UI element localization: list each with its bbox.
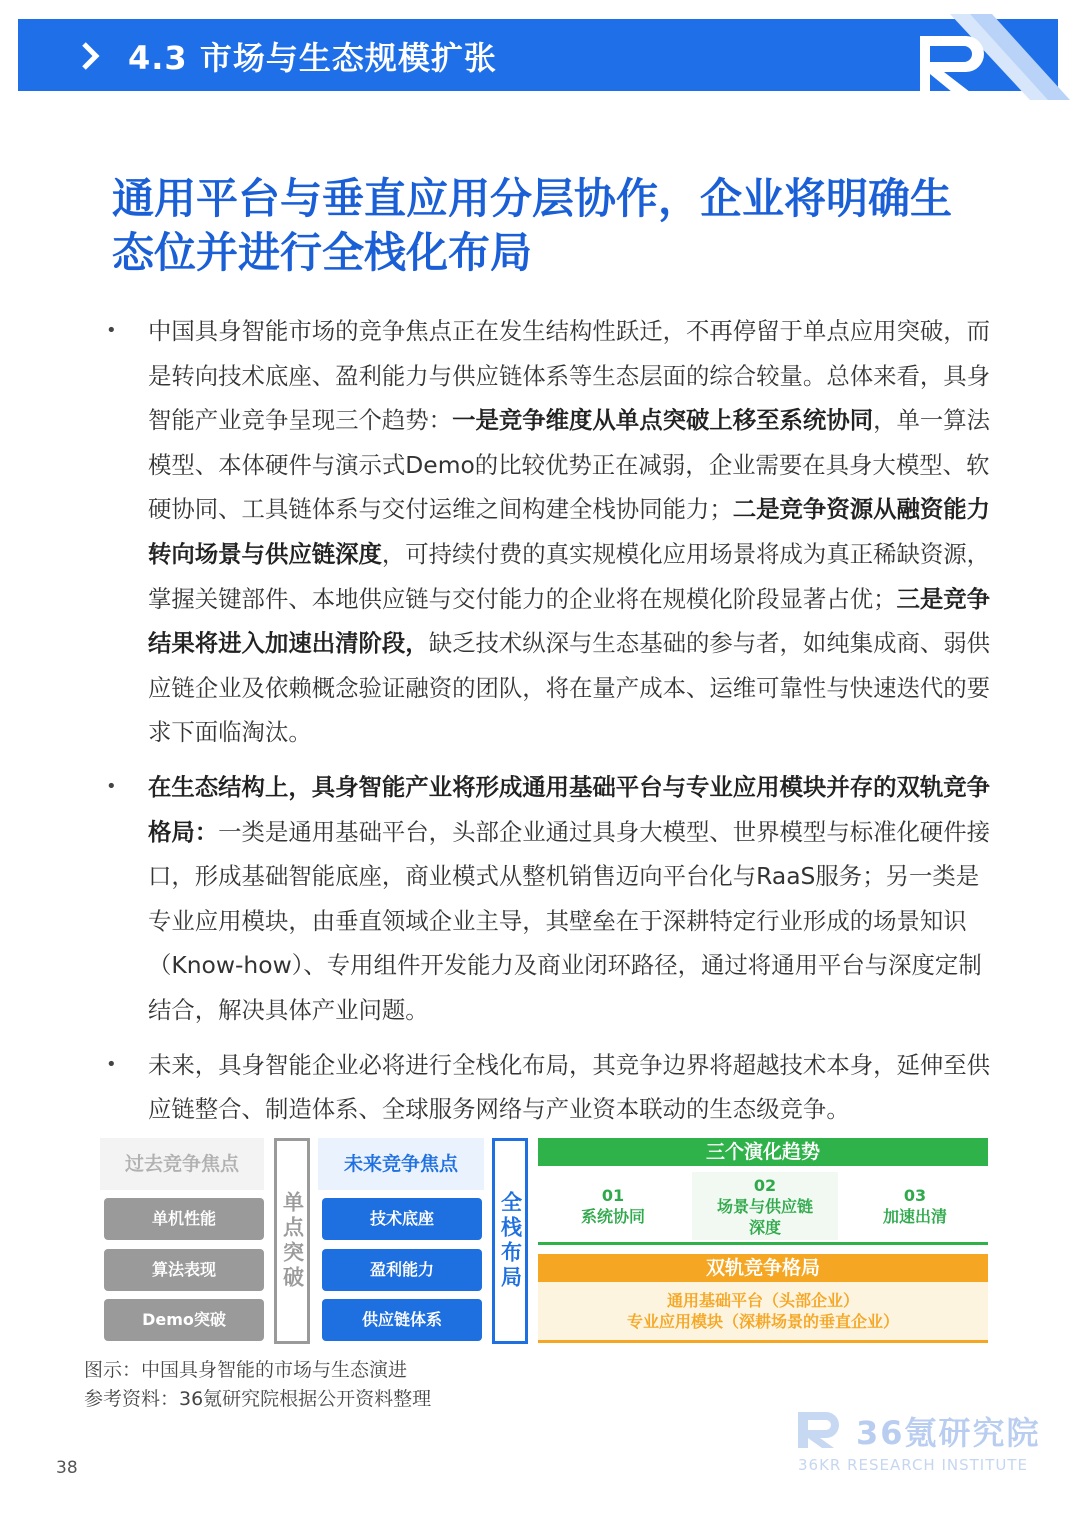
watermark-name: 36氪研究院 bbox=[856, 1414, 1041, 1452]
bullet-item-trends bbox=[100, 309, 1000, 755]
past-item-demo: Demo突破 bbox=[104, 1299, 264, 1341]
bullet-marker: • bbox=[106, 775, 117, 797]
future-item-supply-chain: 供应链体系 bbox=[322, 1299, 482, 1341]
bullet-marker: • bbox=[106, 320, 117, 341]
bullet-text: 一类是通用基础平台，头部企业通过具身大模型、世界模型与标准化硬件接口，形成基础智能底座，商业模式从整机销售迈向平台化与RaaS服务；另一类是专业应用模块，由垂直领域企业主导，其壁垒在于深耕特定行业形成的场景知识（Know-how）、专用组件开发能力及商业闭环路径，通过将通用平台与深度定制结合，解决具体产业问题。 bbox=[148, 817, 991, 1024]
trend-item-3 bbox=[842, 1172, 988, 1240]
past-item-standalone: 单机性能 bbox=[104, 1198, 264, 1240]
trend-number: 03 bbox=[903, 1186, 927, 1205]
watermark bbox=[796, 1404, 1041, 1484]
market-evolution-figure bbox=[96, 1136, 992, 1348]
bullet-item-ecosystem bbox=[100, 765, 1000, 1033]
figure-source: 参考资料：36氪研究院根据公开资料整理 bbox=[84, 1388, 432, 1410]
trend-label: 系统协同 bbox=[580, 1207, 645, 1226]
bullet-text: 未来，具身智能企业必将进行全栈化布局，其竞争边界将超越技术本身，延伸至供应链整合、制造体系、全球服务网络与产业资本联动的生态级竞争。 bbox=[148, 1050, 991, 1124]
bullet-bold-text: 二是竞争资源从融资能力转向场景与供应链深度 bbox=[148, 495, 991, 568]
bullet-text: ，单一算法模型、本体硬件与演示式Demo的比较优势正在减弱，企业需要在具身大模型、软硬协同、工具链体系与交付运维之间构建全栈协同能力； bbox=[148, 406, 991, 524]
dual-track-body bbox=[538, 1282, 988, 1343]
bullet-bold-text: 一是竞争维度从单点突破上移至系统协同 bbox=[452, 406, 874, 435]
past-item-algorithm: 算法表现 bbox=[104, 1249, 264, 1291]
watermark-r-icon bbox=[796, 1410, 844, 1450]
trends-title: 三个演化趋势 bbox=[538, 1138, 988, 1166]
trend-label: 场景与供应链深度 bbox=[716, 1196, 813, 1237]
past-focus-title: 过去竞争焦点 bbox=[100, 1138, 264, 1190]
bullet-text: 缺乏技术纵深与生态基础的参与者，如纯集成商、弱供应链企业及依赖概念验证融资的团队，将在量产成本、运维可靠性与快速迭代的要求下面临淘汰。 bbox=[148, 629, 991, 747]
bullet-text: 中国具身智能市场的竞争焦点正在发生结构性跃迁，不再停留于单点应用突破，而是转向技术底座、盈利能力与供应链体系等生态层面的综合较量。总体来看，具身智能产业竞争呈现三个趋势： bbox=[148, 317, 991, 435]
36kr-r-logo bbox=[910, 14, 1070, 110]
dual-track-line-1: 通用基础平台（头部企业） bbox=[666, 1291, 859, 1310]
single-point-label: 单点突破 bbox=[280, 1191, 305, 1291]
figure-label: 图示：中国具身智能的市场与生态演进 bbox=[84, 1359, 408, 1381]
trends-divider bbox=[538, 1242, 988, 1245]
section-title: 4.3 市场与生态规模扩张 bbox=[128, 39, 497, 77]
bullet-text: ，可持续付费的真实规模化应用场景将成为真正稀缺资源，掌握关键部件、本地供应链与交付能力的企业将在规模化阶段显著占优； bbox=[148, 539, 991, 613]
bullet-bold-text: 在生态结构上，具身智能产业将形成通用基础平台与专业应用模块并存的双轨竞争格局： bbox=[148, 772, 991, 846]
future-item-tech-base: 技术底座 bbox=[322, 1198, 482, 1240]
figure-caption bbox=[84, 1356, 431, 1414]
trend-item-2 bbox=[692, 1172, 838, 1240]
single-point-breakthrough-box bbox=[274, 1138, 310, 1344]
trend-item-1 bbox=[538, 1172, 688, 1240]
trend-label: 加速出清 bbox=[882, 1207, 947, 1226]
dual-track-line-2: 专业应用模块（深耕场景的垂直企业） bbox=[626, 1312, 899, 1331]
future-item-profitability: 盈利能力 bbox=[322, 1249, 482, 1291]
watermark-subtitle: 36KR RESEARCH INSTITUTE bbox=[798, 1456, 1029, 1474]
dual-track-title: 双轨竞争格局 bbox=[538, 1254, 988, 1282]
trend-number: 01 bbox=[601, 1186, 625, 1205]
main-title: 通用平台与垂直应用分层协作，企业将明确生态位并进行全栈化布局 bbox=[112, 174, 953, 277]
full-stack-box bbox=[492, 1138, 528, 1344]
full-stack-label: 全栈布局 bbox=[498, 1191, 523, 1291]
page-number: 38 bbox=[56, 1458, 78, 1478]
bullet-marker: • bbox=[106, 1053, 117, 1075]
bullet-bold-text: 三是竞争结果将进入加速出清阶段， bbox=[148, 584, 991, 658]
chevron-right-icon bbox=[80, 36, 102, 76]
bullet-item-future bbox=[100, 1043, 1000, 1132]
trend-number: 02 bbox=[753, 1175, 777, 1195]
bullet-list bbox=[100, 309, 1000, 1142]
future-focus-title: 未来竞争焦点 bbox=[318, 1138, 484, 1190]
